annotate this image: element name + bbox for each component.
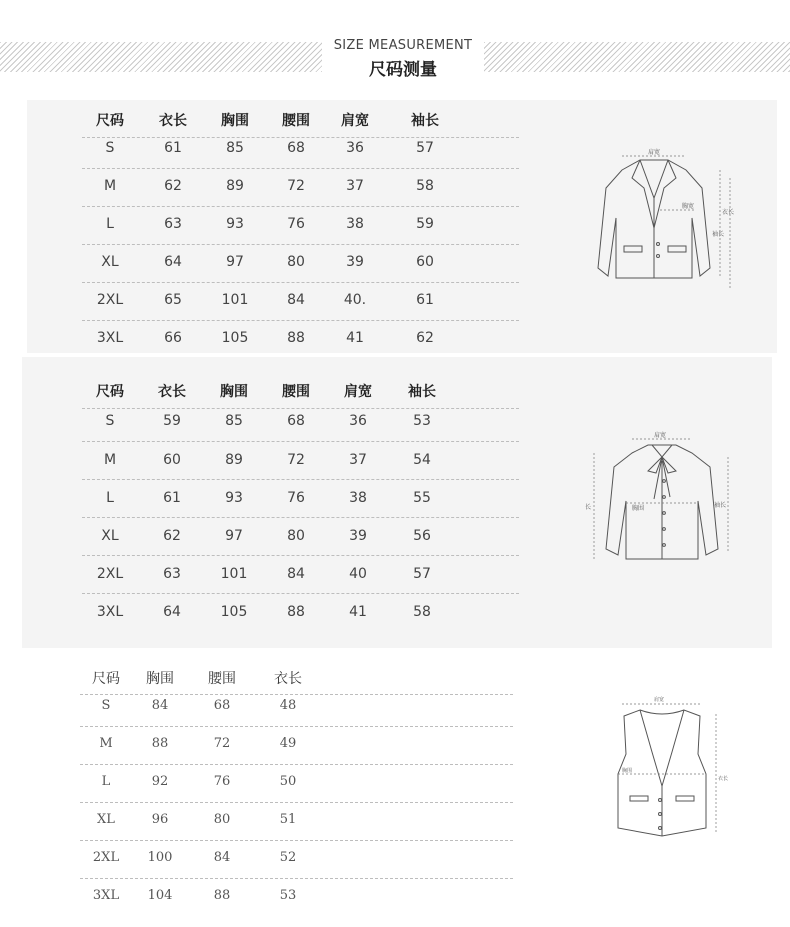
table-cell: 89 <box>226 178 244 194</box>
table-cell: 80 <box>287 528 305 544</box>
table-cell: 93 <box>225 490 243 506</box>
size-panel-vest <box>22 652 772 927</box>
jacket-diagram-icon <box>572 148 735 298</box>
row-divider <box>82 320 519 321</box>
table-cell: 58 <box>413 604 431 620</box>
row-divider <box>82 137 519 138</box>
jacket-label-chest: 胸宽 <box>682 203 695 210</box>
column-header: 腰围 <box>208 671 236 687</box>
table-cell: 2XL <box>92 850 120 865</box>
table-cell: 61 <box>416 292 434 308</box>
table-cell: 65 <box>164 292 182 308</box>
vest-label-chest: 胸围 <box>622 768 633 774</box>
table-cell: 92 <box>151 774 169 789</box>
column-header: 衣长 <box>158 384 186 400</box>
table-cell: 105 <box>221 330 249 346</box>
table-cell: 61 <box>164 140 182 156</box>
blouse-label-chest: 胸围 <box>632 505 645 512</box>
table-cell: 63 <box>164 216 182 232</box>
vest-label-length: 衣长 <box>718 776 729 782</box>
row-divider <box>82 479 519 480</box>
column-header: 腰围 <box>282 113 310 129</box>
table-cell: 39 <box>346 254 364 270</box>
table-cell: 41 <box>349 604 367 620</box>
table-cell: 3XL <box>96 330 124 346</box>
table-cell: 88 <box>287 330 305 346</box>
table-cell: 80 <box>287 254 305 270</box>
table-cell: 60 <box>416 254 434 270</box>
column-header: 袖长 <box>411 113 439 129</box>
column-header: 尺码 <box>96 384 124 400</box>
table-cell: 49 <box>279 736 297 751</box>
table-cell: 76 <box>287 490 305 506</box>
table-cell: 63 <box>163 566 181 582</box>
table-cell: 3XL <box>96 604 124 620</box>
table-cell: 59 <box>416 216 434 232</box>
table-cell: L <box>106 216 114 232</box>
table-cell: 48 <box>279 698 297 713</box>
column-header: 肩宽 <box>341 113 369 129</box>
table-cell: 84 <box>151 698 169 713</box>
size-panel-jacket <box>27 100 777 353</box>
table-cell: 72 <box>287 178 305 194</box>
table-cell: 76 <box>287 216 305 232</box>
row-divider <box>82 168 519 169</box>
table-cell: 72 <box>213 736 231 751</box>
table-cell: 88 <box>213 888 231 903</box>
table-cell: 39 <box>349 528 367 544</box>
table-cell: M <box>99 736 113 751</box>
blouse-label-length: 长 <box>585 504 592 511</box>
row-divider <box>80 802 513 803</box>
table-cell: L <box>101 774 111 789</box>
table-cell: 56 <box>413 528 431 544</box>
table-cell: 64 <box>163 604 181 620</box>
table-cell: 57 <box>413 566 431 582</box>
table-cell: 85 <box>225 413 243 429</box>
table-cell: 96 <box>151 812 169 827</box>
table-cell: 97 <box>225 528 243 544</box>
table-cell: 62 <box>163 528 181 544</box>
table-cell: 55 <box>413 490 431 506</box>
table-cell: 50 <box>279 774 297 789</box>
table-cell: 66 <box>164 330 182 346</box>
table-cell: 76 <box>213 774 231 789</box>
table-cell: 2XL <box>96 566 124 582</box>
table-cell: S <box>105 140 115 156</box>
table-cell: 3XL <box>92 888 120 903</box>
table-cell: 54 <box>413 452 431 468</box>
table-cell: 60 <box>163 452 181 468</box>
table-cell: 85 <box>226 140 244 156</box>
header-hatch-left <box>0 42 322 72</box>
jacket-label-shoulder: 肩宽 <box>648 149 661 156</box>
table-cell: 93 <box>226 216 244 232</box>
table-cell: 80 <box>213 812 231 827</box>
blouse-label-shoulder: 肩宽 <box>654 432 667 439</box>
table-cell: 59 <box>163 413 181 429</box>
row-divider <box>82 593 519 594</box>
row-divider <box>82 206 519 207</box>
table-cell: 36 <box>349 413 367 429</box>
table-cell: 97 <box>226 254 244 270</box>
row-divider <box>82 441 519 442</box>
table-cell: XL <box>101 528 119 544</box>
size-panel-blouse <box>22 357 772 648</box>
table-cell: 72 <box>287 452 305 468</box>
table-cell: 104 <box>147 888 173 903</box>
table-cell: 68 <box>287 413 305 429</box>
table-cell: 68 <box>213 698 231 713</box>
row-divider <box>80 726 513 727</box>
column-header: 胸围 <box>146 671 174 687</box>
table-cell: 62 <box>164 178 182 194</box>
column-header: 腰围 <box>282 384 310 400</box>
column-header: 胸围 <box>220 384 248 400</box>
row-divider <box>82 244 519 245</box>
table-cell: 88 <box>287 604 305 620</box>
table-cell: XL <box>97 812 115 827</box>
table-cell: 41 <box>346 330 364 346</box>
row-divider <box>80 878 513 879</box>
table-cell: 2XL <box>96 292 124 308</box>
header-hatch-right <box>484 42 790 72</box>
table-cell: 37 <box>349 452 367 468</box>
table-cell: 53 <box>279 888 297 903</box>
table-cell: 84 <box>287 292 305 308</box>
table-cell: 51 <box>279 812 297 827</box>
row-divider <box>80 694 513 695</box>
table-cell: S <box>105 413 115 429</box>
column-header: 衣长 <box>274 671 302 687</box>
column-header: 尺码 <box>92 671 120 687</box>
vest-diagram-icon <box>600 694 730 844</box>
title-chinese: 尺码测量 <box>369 60 437 80</box>
table-cell: 101 <box>220 566 248 582</box>
table-cell: 62 <box>416 330 434 346</box>
blouse-label-sleeve: 袖长 <box>714 502 727 509</box>
blouse-diagram-icon <box>582 431 742 567</box>
table-cell: 52 <box>279 850 297 865</box>
row-divider <box>82 517 519 518</box>
vest-label-shoulder: 肩宽 <box>654 697 665 703</box>
column-header: 胸围 <box>221 113 249 129</box>
table-cell: 40. <box>343 292 367 308</box>
table-cell: 89 <box>225 452 243 468</box>
table-cell: 40 <box>349 566 367 582</box>
row-divider <box>80 840 513 841</box>
table-cell: 105 <box>220 604 248 620</box>
table-cell: M <box>103 452 117 468</box>
column-header: 衣长 <box>159 113 187 129</box>
table-cell: 61 <box>163 490 181 506</box>
table-cell: 101 <box>221 292 249 308</box>
table-cell: L <box>106 490 114 506</box>
table-cell: 38 <box>349 490 367 506</box>
row-divider <box>82 408 519 409</box>
table-cell: 84 <box>213 850 231 865</box>
table-cell: 84 <box>287 566 305 582</box>
row-divider <box>82 282 519 283</box>
table-cell: M <box>103 178 117 194</box>
row-divider <box>82 555 519 556</box>
column-header: 袖长 <box>408 384 436 400</box>
table-cell: 68 <box>287 140 305 156</box>
table-cell: 53 <box>413 413 431 429</box>
jacket-label-sleeve: 袖长 <box>712 231 725 238</box>
table-cell: 88 <box>151 736 169 751</box>
title-english: SIZE MEASUREMENT <box>333 38 473 53</box>
table-cell: 64 <box>164 254 182 270</box>
table-cell: 58 <box>416 178 434 194</box>
table-cell: 57 <box>416 140 434 156</box>
table-cell: XL <box>101 254 119 270</box>
column-header: 肩宽 <box>344 384 372 400</box>
table-cell: 36 <box>346 140 364 156</box>
table-cell: S <box>101 698 111 713</box>
row-divider <box>80 764 513 765</box>
table-cell: 37 <box>346 178 364 194</box>
table-cell: 38 <box>346 216 364 232</box>
column-header: 尺码 <box>96 113 124 129</box>
table-cell: 100 <box>147 850 173 865</box>
jacket-label-length: 衣长 <box>722 209 735 216</box>
